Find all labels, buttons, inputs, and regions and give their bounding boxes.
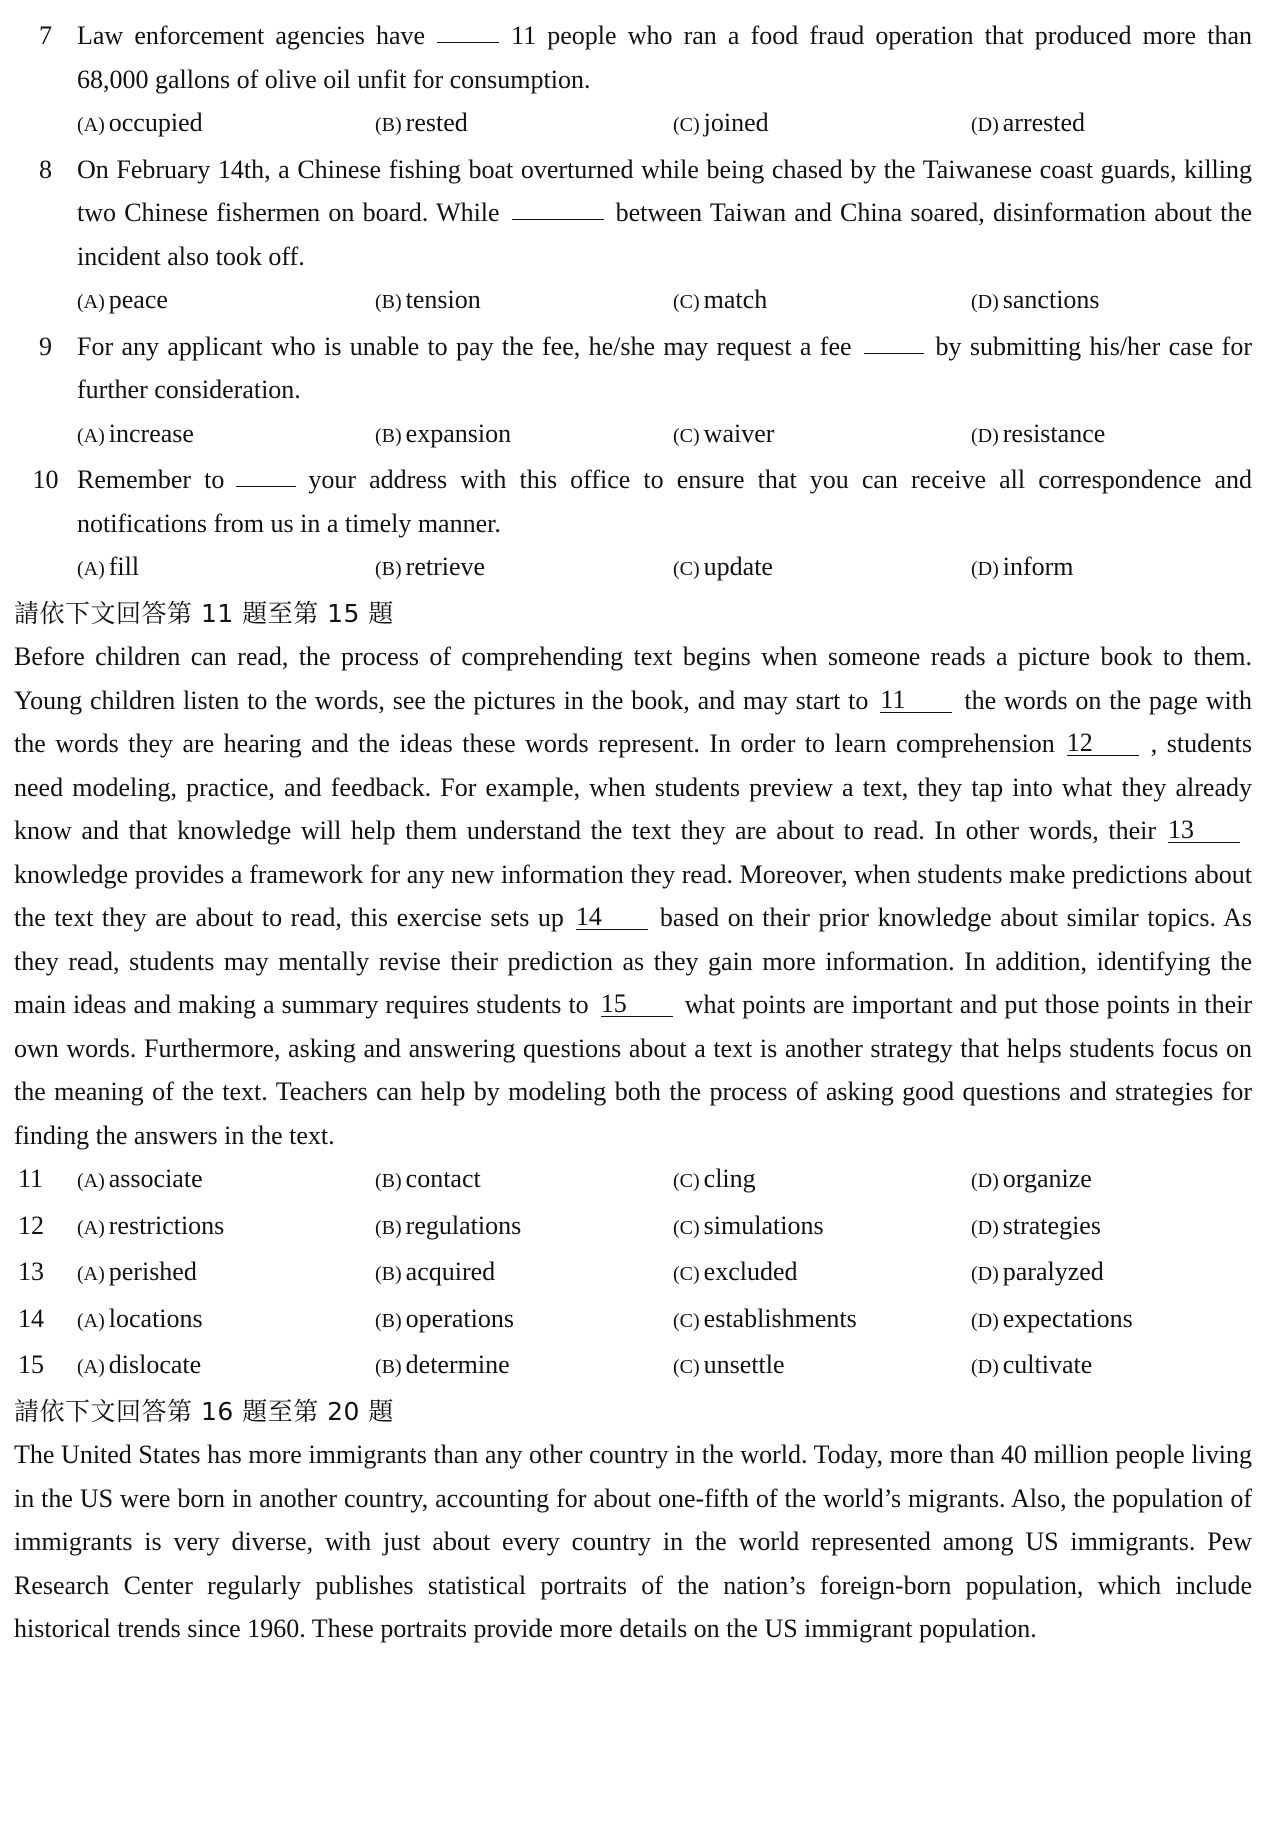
option-text: unsettle	[703, 1350, 785, 1379]
answer-options	[77, 278, 1252, 325]
answer-option[interactable]	[971, 1250, 1252, 1297]
question-item	[14, 325, 1252, 459]
answer-options	[77, 1297, 1252, 1344]
cloze-answer-row	[14, 1157, 1252, 1204]
answer-option[interactable]	[77, 412, 375, 459]
option-letter: (C)	[673, 1263, 700, 1285]
option-letter: (A)	[77, 1356, 105, 1378]
answer-option[interactable]	[77, 1204, 375, 1251]
option-letter: (C)	[673, 291, 700, 313]
option-letter: (C)	[673, 1216, 700, 1239]
answer-blank[interactable]	[236, 460, 296, 487]
option-letter: (C)	[673, 1356, 700, 1378]
cloze-question-number: 12	[18, 1210, 44, 1240]
option-text: increase	[108, 418, 194, 448]
option-letter: (C)	[673, 114, 700, 136]
answer-option[interactable]	[971, 278, 1252, 325]
answer-option[interactable]	[673, 1343, 971, 1390]
answer-options	[77, 1157, 1252, 1204]
cloze-answer-row	[14, 1250, 1252, 1297]
vocabulary-questions	[14, 14, 1252, 592]
reading-passage-11-15	[14, 635, 1252, 1157]
option-letter: (B)	[375, 1356, 402, 1378]
option-text: paralyzed	[1002, 1257, 1104, 1286]
stem-text-after: by submitting his/her case for further consideration.	[77, 331, 1252, 404]
option-letter: (A)	[77, 291, 105, 313]
option-text: determine	[405, 1350, 510, 1379]
passage-text: , students need modeling, practice, and feedback. For example, when students preview a text, they tap into what they already know and that knowledge will help them understand the text they are about to read. In other words, their	[14, 729, 1252, 845]
question-body	[77, 148, 1252, 325]
option-letter: (A)	[77, 1216, 105, 1239]
option-text: dislocate	[108, 1350, 202, 1379]
question-stem	[77, 325, 1252, 412]
option-letter: (D)	[971, 114, 999, 136]
stem-text-before: For any applicant who is unable to pay the fee, he/she may request a fee	[77, 331, 852, 361]
section-heading-16-20: 請依下文回答第 16 題至第 20 題	[14, 1396, 394, 1426]
cloze-answer-options	[14, 1157, 1252, 1390]
option-text: acquired	[405, 1257, 496, 1286]
answer-option[interactable]	[375, 101, 673, 148]
option-text: expectations	[1002, 1303, 1133, 1333]
option-text: organize	[1002, 1164, 1092, 1193]
answer-option[interactable]	[375, 545, 673, 592]
cloze-blank[interactable]: 11	[880, 686, 952, 713]
stem-text-before: On February 14th, a Chinese fishing boat overturned while being chased by the Taiwanese coast guards, killing two Chinese fishermen on board. While	[77, 154, 1252, 227]
option-letter: (B)	[375, 114, 402, 136]
cloze-blank[interactable]: 12	[1067, 729, 1139, 756]
passage-text: what points are important and put those points in their own words. Furthermore, asking and answering questions about a text is another strategy that helps students focus on the meaning of the text. Teachers can help by modeling both the process of asking good questions and strategies for finding the answers in the text.	[14, 990, 1252, 1150]
answer-blank[interactable]	[864, 327, 924, 354]
option-text: strategies	[1002, 1210, 1101, 1240]
answer-blank[interactable]	[512, 193, 604, 220]
cloze-question-number: 15	[18, 1350, 44, 1379]
question-stem	[77, 458, 1252, 545]
answer-option[interactable]	[971, 1297, 1252, 1344]
answer-option[interactable]	[77, 1297, 375, 1344]
answer-option[interactable]	[673, 278, 971, 325]
question-body	[77, 14, 1252, 148]
option-text: establishments	[703, 1303, 857, 1333]
answer-options	[77, 1343, 1252, 1390]
question-body	[77, 458, 1252, 592]
answer-option[interactable]	[673, 1157, 971, 1204]
option-letter: (B)	[375, 424, 402, 447]
stem-text-after: your address with this office to ensure that you can receive all correspondence and notifications from us in a timely manner.	[77, 465, 1252, 538]
option-text: simulations	[703, 1210, 824, 1240]
option-text: waiver	[703, 418, 775, 448]
option-text: expansion	[405, 418, 512, 448]
answer-option[interactable]	[673, 101, 971, 148]
option-text: restrictions	[108, 1210, 225, 1240]
option-text: operations	[405, 1303, 514, 1333]
option-letter: (D)	[971, 424, 999, 447]
cloze-blank[interactable]: 15	[601, 990, 673, 1017]
option-letter: (D)	[971, 1216, 999, 1239]
answer-options	[77, 1250, 1252, 1297]
option-text: cling	[703, 1164, 756, 1193]
option-letter: (B)	[375, 1263, 402, 1285]
cloze-question-number: 11	[18, 1164, 44, 1193]
cloze-answer-row	[14, 1297, 1252, 1344]
question-item	[14, 148, 1252, 325]
option-letter: (B)	[375, 1216, 402, 1239]
reading-passage-16-20: The United States has more immigrants than any other country in the world. Today, more than 40 million people living in the US were born in another country, accounting for about one-fifth of the world’s migrants. Also, the population of immigrants is very diverse, with just about every country in the world represented among US immigrants. Pew Research Center regularly publishes statistical portraits of the nation’s foreign-born population, which include historical trends since 1960. These portraits provide more details on the US immigrant population.	[14, 1440, 1252, 1643]
cloze-blank[interactable]: 13	[1168, 816, 1240, 843]
cloze-blank[interactable]: 14	[576, 903, 648, 930]
answer-option[interactable]	[971, 412, 1252, 459]
answer-option[interactable]	[375, 1204, 673, 1251]
option-letter: (C)	[673, 424, 700, 447]
option-text: sanctions	[1002, 285, 1100, 314]
stem-text-after: 11 people who ran a food fraud operation that produced more than 68,000 gallons of olive oil unfit for consumption.	[77, 21, 1252, 94]
option-text: contact	[405, 1164, 481, 1193]
option-text: retrieve	[405, 552, 486, 581]
answer-option[interactable]	[971, 545, 1252, 592]
option-letter: (B)	[375, 558, 402, 580]
answer-option[interactable]	[77, 101, 375, 148]
answer-option[interactable]	[77, 278, 375, 325]
answer-option[interactable]	[77, 1343, 375, 1390]
option-text: perished	[108, 1257, 197, 1286]
option-text: arrested	[1002, 108, 1086, 137]
answer-options	[77, 101, 1252, 148]
option-text: locations	[108, 1303, 203, 1333]
option-letter: (D)	[971, 291, 999, 313]
question-number: 8	[39, 154, 52, 184]
question-number: 10	[32, 465, 59, 494]
question-body	[77, 325, 1252, 459]
option-text: cultivate	[1002, 1350, 1093, 1379]
option-text: inform	[1002, 552, 1074, 581]
option-letter: (A)	[77, 424, 105, 447]
option-letter: (C)	[673, 558, 700, 580]
cloze-answer-row	[14, 1204, 1252, 1251]
option-letter: (D)	[971, 558, 999, 580]
option-letter: (D)	[971, 1356, 999, 1378]
question-item	[14, 14, 1252, 148]
option-text: tension	[405, 285, 481, 314]
option-text: excluded	[703, 1257, 798, 1286]
answer-option[interactable]	[673, 1250, 971, 1297]
answer-option[interactable]	[375, 412, 673, 459]
question-stem	[77, 14, 1252, 101]
answer-options	[77, 1204, 1252, 1251]
option-text: occupied	[108, 108, 203, 137]
passage-text: Before children can read, the process of comprehending text begins when someone reads a picture book to them. Young children listen to the words, see the pictures in the book, and may start to	[14, 642, 1252, 715]
option-text: update	[703, 552, 773, 581]
answer-option[interactable]	[375, 278, 673, 325]
answer-option[interactable]	[971, 1204, 1252, 1251]
answer-blank[interactable]	[437, 16, 499, 43]
passage-text: based on their prior knowledge about similar topics. As they read, students may mentally revise their prediction as they gain more information. In addition, identifying the main ideas and making a summary requires students to	[14, 903, 1252, 1019]
answer-option[interactable]	[375, 1297, 673, 1344]
option-text: peace	[108, 285, 168, 314]
answer-option[interactable]	[77, 545, 375, 592]
option-text: rested	[405, 108, 468, 137]
question-item	[14, 458, 1252, 592]
answer-option[interactable]	[971, 101, 1252, 148]
option-letter: (A)	[77, 1263, 105, 1285]
answer-option[interactable]	[673, 1204, 971, 1251]
cloze-question-number: 14	[18, 1303, 44, 1333]
answer-option[interactable]	[673, 545, 971, 592]
answer-option[interactable]	[971, 1157, 1252, 1204]
question-stem	[77, 148, 1252, 279]
option-text: associate	[108, 1164, 203, 1193]
answer-option[interactable]	[77, 1250, 375, 1297]
answer-option[interactable]	[375, 1250, 673, 1297]
option-text: match	[703, 285, 768, 314]
answer-option[interactable]	[375, 1157, 673, 1204]
option-letter: (D)	[971, 1309, 999, 1332]
stem-text-before: Law enforcement agencies have	[77, 21, 426, 50]
section-heading-11-15: 請依下文回答第 11 題至第 15 題	[14, 598, 394, 628]
option-letter: (D)	[971, 1170, 999, 1192]
option-text: regulations	[405, 1210, 522, 1240]
option-text: resistance	[1002, 418, 1106, 448]
option-text: fill	[108, 552, 140, 581]
question-number: 7	[39, 21, 52, 50]
option-letter: (A)	[77, 1170, 105, 1192]
answer-option[interactable]	[77, 1157, 375, 1204]
option-letter: (D)	[971, 1263, 999, 1285]
stem-text-after: between Taiwan and China soared, disinformation about the incident also took off.	[77, 198, 1252, 271]
passage-text: knowledge provides a framework for any new information they read. Moreover, when students make predictions about the text they are about to read, this exercise sets up	[14, 859, 1252, 932]
passage-text: the words on the page with the words they are hearing and the ideas these words represent. In order to learn comprehension	[14, 685, 1252, 758]
option-letter: (A)	[77, 1309, 105, 1332]
answer-option[interactable]	[673, 412, 971, 459]
answer-options	[77, 545, 1252, 592]
stem-text-before: Remember to	[77, 465, 225, 494]
option-text: joined	[703, 108, 769, 137]
question-number: 9	[39, 331, 52, 361]
option-letter: (B)	[375, 1170, 402, 1192]
option-letter: (A)	[77, 114, 105, 136]
option-letter: (B)	[375, 1309, 402, 1332]
option-letter: (C)	[673, 1309, 700, 1332]
option-letter: (A)	[77, 558, 105, 580]
answer-option[interactable]	[375, 1343, 673, 1390]
option-letter: (C)	[673, 1170, 700, 1192]
cloze-question-number: 13	[18, 1257, 44, 1286]
cloze-answer-row	[14, 1343, 1252, 1390]
answer-options	[77, 412, 1252, 459]
option-letter: (B)	[375, 291, 402, 313]
answer-option[interactable]	[673, 1297, 971, 1344]
answer-option[interactable]	[971, 1343, 1252, 1390]
